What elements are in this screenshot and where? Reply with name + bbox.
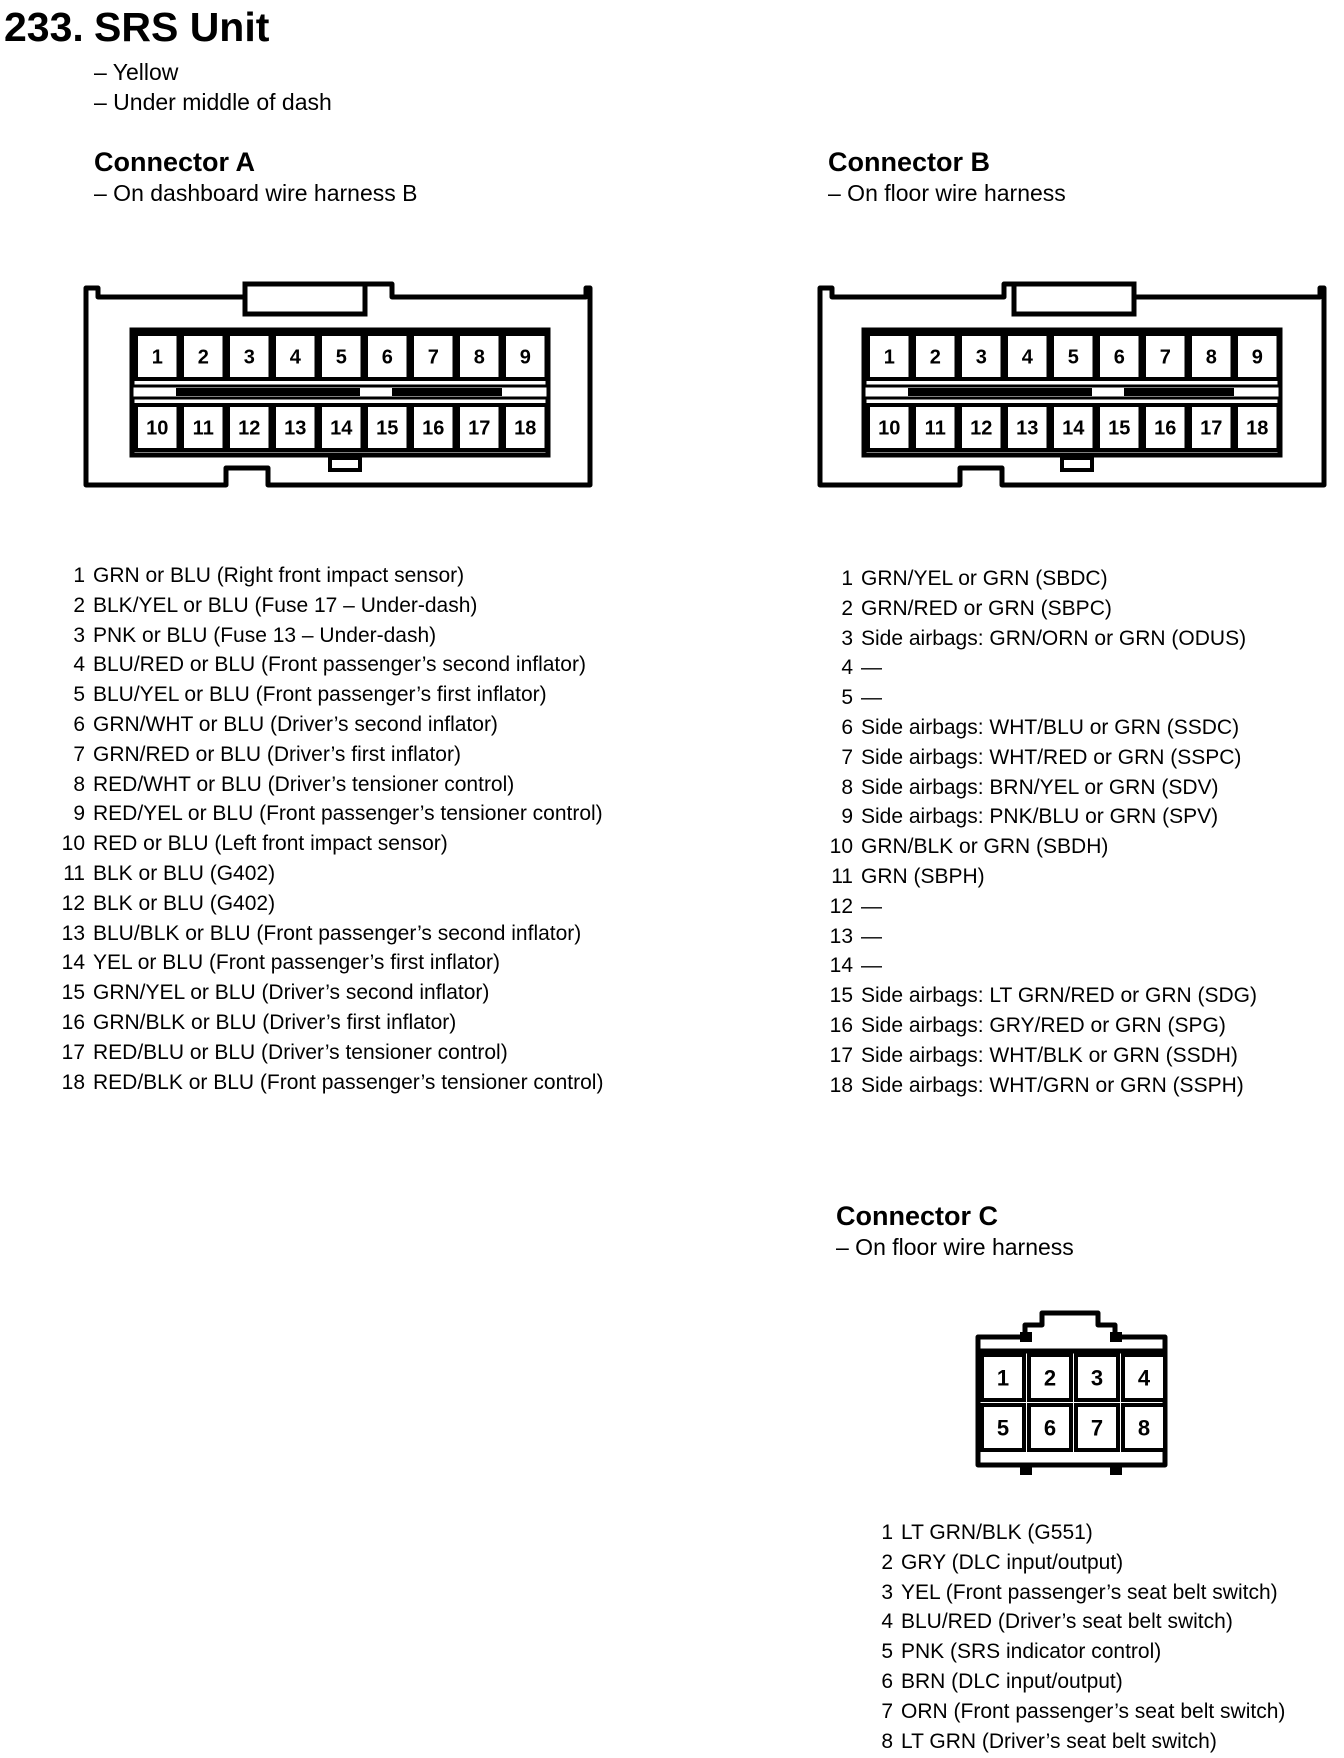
connector-c-location: – On floor wire harness bbox=[836, 1234, 1074, 1260]
pin-description: — bbox=[861, 656, 882, 680]
pin-number: 12 bbox=[829, 894, 853, 918]
section-number: 233. bbox=[4, 4, 84, 50]
pin-description: GRN/YEL or BLU (Driver’s second inflator) bbox=[93, 981, 490, 1005]
pin-number: 5 bbox=[881, 1640, 893, 1664]
pin-description: Side airbags: WHT/BLU or GRN (SSDC) bbox=[861, 715, 1240, 739]
connector-c-diagram bbox=[970, 1305, 1180, 1480]
connector-b-pin-row bbox=[823, 624, 1257, 654]
connector-a-pin-row bbox=[55, 919, 603, 949]
pin-description: BLU/BLK or BLU (Front passenger’s second inflator) bbox=[93, 921, 582, 945]
connector-c-pin-row bbox=[863, 1548, 1285, 1578]
unit-color: – Yellow bbox=[94, 59, 179, 85]
pin-number: 2 bbox=[841, 596, 853, 620]
pin-cavity-label: 15 bbox=[1108, 417, 1131, 440]
pin-number: 16 bbox=[61, 1010, 85, 1034]
pin-description: Side airbags: WHT/RED or GRN (SSPC) bbox=[861, 745, 1242, 769]
connector-b-pin-row bbox=[823, 832, 1257, 862]
connector-c-pin-row bbox=[863, 1637, 1285, 1667]
connector-a-pin-row bbox=[55, 859, 603, 889]
pin-number: 17 bbox=[61, 1040, 85, 1064]
connector-b-pin-row bbox=[823, 683, 1257, 713]
pin-description: GRN/WHT or BLU (Driver’s second inflator) bbox=[93, 712, 498, 736]
connector-a-pin-row bbox=[55, 829, 603, 859]
pin-description: LT GRN (Driver’s seat belt switch) bbox=[901, 1729, 1217, 1753]
pin-cavity-label: 18 bbox=[514, 417, 537, 440]
pin-number: 10 bbox=[829, 835, 853, 859]
connector-b-pin-row bbox=[823, 922, 1257, 952]
pin-cavity-label: 10 bbox=[878, 417, 901, 440]
connector-a-pin-row bbox=[55, 650, 603, 680]
pin-number: 6 bbox=[73, 712, 85, 736]
connector-b-pin-row bbox=[823, 594, 1257, 624]
connector-b-pin-row bbox=[823, 802, 1257, 832]
pin-cavity-label: 2 bbox=[1043, 1365, 1057, 1391]
pin-cavity-label: 17 bbox=[468, 417, 491, 440]
connector-a-title: Connector A bbox=[94, 147, 255, 177]
pin-cavity-label: 17 bbox=[1200, 417, 1223, 440]
pin-description: GRN or BLU (Right front impact sensor) bbox=[93, 564, 465, 587]
pin-description: RED/BLK or BLU (Front passenger’s tensioner control) bbox=[93, 1070, 604, 1094]
pin-number: 1 bbox=[881, 1521, 893, 1544]
pin-description: YEL (Front passenger’s seat belt switch) bbox=[901, 1580, 1278, 1604]
pin-cavity-label: 13 bbox=[1016, 417, 1039, 440]
pin-cavity-label: 16 bbox=[1154, 417, 1177, 440]
pin-description: GRN/BLK or BLU (Driver’s first inflator) bbox=[93, 1010, 457, 1034]
pin-description: Side airbags: PNK/BLU or GRN (SPV) bbox=[861, 805, 1219, 829]
pin-number: 15 bbox=[829, 984, 853, 1008]
pin-cavity-label: 10 bbox=[146, 417, 169, 440]
pin-cavity-label: 1 bbox=[151, 346, 163, 369]
connector-c-pin-row bbox=[863, 1578, 1285, 1608]
connector-c-pin-list bbox=[863, 1518, 1285, 1756]
pin-description: GRY (DLC input/output) bbox=[901, 1550, 1124, 1574]
pin-cavity-label: 9 bbox=[1251, 346, 1263, 369]
connector-b-pin-row bbox=[823, 773, 1257, 803]
connector-c-pin-row bbox=[863, 1697, 1285, 1727]
pin-number: 13 bbox=[61, 921, 85, 945]
pin-description: — bbox=[861, 686, 882, 710]
connector-b-pin-row bbox=[823, 743, 1257, 773]
pin-cavity-label: 4 bbox=[289, 346, 301, 369]
pin-number: 1 bbox=[841, 567, 853, 590]
pin-cavity-label: 14 bbox=[1062, 417, 1085, 440]
pin-cavity-label: 2 bbox=[929, 346, 941, 369]
connector-c-pin-row bbox=[863, 1607, 1285, 1637]
pin-number: 14 bbox=[61, 951, 85, 975]
pin-cavity-label: 4 bbox=[1021, 346, 1033, 369]
pin-number: 12 bbox=[61, 891, 85, 915]
pin-number: 3 bbox=[881, 1580, 893, 1604]
pin-description: GRN/BLK or GRN (SBDH) bbox=[861, 835, 1109, 859]
pin-cavity-label: 14 bbox=[330, 417, 353, 440]
pin-cavity-label: 18 bbox=[1246, 417, 1269, 440]
pin-number: 18 bbox=[829, 1073, 853, 1097]
connector-b-diagram bbox=[814, 280, 1334, 490]
pin-number: 17 bbox=[829, 1043, 853, 1067]
pin-number: 5 bbox=[841, 686, 853, 710]
unit-location: – Under middle of dash bbox=[94, 89, 332, 115]
pin-cavity-label: 5 bbox=[1067, 346, 1079, 369]
pin-description: LT GRN/BLK (G551) bbox=[901, 1521, 1093, 1544]
pin-description: RED/WHT or BLU (Driver’s tensioner control) bbox=[93, 772, 515, 796]
pin-cavity-label: 3 bbox=[975, 346, 987, 369]
pin-description: Side airbags: GRN/ORN or GRN (ODUS) bbox=[861, 626, 1247, 650]
pin-cavity-label: 13 bbox=[284, 417, 307, 440]
pin-description: ORN (Front passenger’s seat belt switch) bbox=[901, 1699, 1286, 1723]
connector-a-header bbox=[94, 146, 417, 208]
pin-number: 7 bbox=[73, 742, 85, 766]
pin-number: 13 bbox=[829, 924, 853, 948]
section-title: SRS Unit bbox=[94, 4, 270, 50]
connector-a-pin-row bbox=[55, 1068, 603, 1098]
connector-b-pin-row bbox=[823, 892, 1257, 922]
pin-number: 3 bbox=[73, 623, 85, 647]
pin-number: 6 bbox=[881, 1669, 893, 1693]
pin-cavity-label: 8 bbox=[473, 346, 485, 369]
pin-cavity-label: 3 bbox=[1090, 1365, 1104, 1391]
connector-a-pin-row bbox=[55, 1038, 603, 1068]
connector-c-pin-row bbox=[863, 1727, 1285, 1757]
pin-description: — bbox=[861, 924, 882, 948]
pin-description: — bbox=[861, 894, 882, 918]
pin-number: 11 bbox=[831, 864, 853, 888]
pin-number: 15 bbox=[61, 981, 85, 1005]
pin-description: YEL or BLU (Front passenger’s first inflator) bbox=[93, 951, 500, 975]
pin-number: 14 bbox=[829, 954, 853, 978]
pin-description: Side airbags: BRN/YEL or GRN (SDV) bbox=[861, 775, 1219, 799]
connector-a-pin-row bbox=[55, 770, 603, 800]
pin-description: BLU/RED or BLU (Front passenger’s second inflator) bbox=[93, 653, 586, 677]
connector-a-pin-row bbox=[55, 591, 603, 621]
connector-b-pin-row bbox=[823, 862, 1257, 892]
connector-a-pin-row bbox=[55, 680, 603, 710]
pin-cavity-label: 5 bbox=[335, 346, 347, 369]
pin-cavity-label: 6 bbox=[1043, 1415, 1057, 1441]
connector-b-pin-row bbox=[823, 653, 1257, 683]
connector-b-pin-list bbox=[823, 564, 1257, 1100]
connector-c-pin-row bbox=[863, 1667, 1285, 1697]
pin-number: 18 bbox=[61, 1070, 85, 1094]
page-title bbox=[4, 4, 269, 51]
connector-b-pin-row bbox=[823, 1071, 1257, 1101]
pin-number: 16 bbox=[829, 1013, 853, 1037]
pin-number: 9 bbox=[73, 802, 85, 826]
pin-cavity-label: 7 bbox=[427, 346, 439, 369]
pin-description: — bbox=[861, 954, 882, 978]
pin-cavity-label: 3 bbox=[243, 346, 255, 369]
pin-cavity-label: 5 bbox=[996, 1415, 1010, 1441]
connector-a-pin-row bbox=[55, 621, 603, 651]
pin-description: Side airbags: GRY/RED or GRN (SPG) bbox=[861, 1013, 1226, 1037]
pin-description: BLK or BLU (G402) bbox=[93, 861, 276, 885]
connector-a-pin-list bbox=[55, 561, 603, 1097]
pin-cavity-label: 6 bbox=[381, 346, 393, 369]
pin-number: 7 bbox=[881, 1699, 893, 1723]
pin-cavity-label: 2 bbox=[197, 346, 209, 369]
connector-a-diagram bbox=[80, 280, 600, 490]
pin-number: 7 bbox=[841, 745, 853, 769]
connector-a-pin-row bbox=[55, 710, 603, 740]
pin-description: BLU/YEL or BLU (Front passenger’s first inflator) bbox=[93, 683, 547, 707]
pin-number: 4 bbox=[73, 653, 85, 677]
pin-number: 4 bbox=[881, 1610, 893, 1634]
connector-b-pin-row bbox=[823, 951, 1257, 981]
pin-cavity-label: 1 bbox=[883, 346, 895, 369]
pin-description: GRN/RED or GRN (SBPC) bbox=[861, 596, 1112, 620]
unit-info bbox=[94, 57, 332, 117]
pin-description: RED/BLU or BLU (Driver’s tensioner control) bbox=[93, 1040, 508, 1064]
connector-b-header bbox=[828, 146, 1066, 208]
pin-number: 2 bbox=[881, 1550, 893, 1574]
connector-a-pin-row bbox=[55, 799, 603, 829]
pin-cavity-label: 12 bbox=[238, 417, 261, 440]
pin-description: BRN (DLC input/output) bbox=[901, 1669, 1123, 1693]
connector-a-pin-row bbox=[55, 889, 603, 919]
pin-number: 3 bbox=[841, 626, 853, 650]
pin-description: Side airbags: LT GRN/RED or GRN (SDG) bbox=[861, 984, 1257, 1008]
connector-c-pin-row bbox=[863, 1518, 1285, 1548]
pin-number: 11 bbox=[63, 861, 85, 885]
pin-description: GRN/YEL or GRN (SBDC) bbox=[861, 567, 1108, 590]
pin-description: GRN (SBPH) bbox=[861, 864, 985, 888]
pin-description: PNK or BLU (Fuse 13 – Under-dash) bbox=[93, 623, 437, 647]
pin-number: 4 bbox=[841, 656, 853, 680]
pin-cavity-label: 7 bbox=[1090, 1415, 1104, 1441]
pin-cavity-label: 12 bbox=[970, 417, 993, 440]
pin-number: 2 bbox=[73, 593, 85, 617]
pin-description: Side airbags: WHT/GRN or GRN (SSPH) bbox=[861, 1073, 1244, 1097]
connector-b-location: – On floor wire harness bbox=[828, 180, 1066, 206]
connector-b-pin-row bbox=[823, 713, 1257, 743]
pin-cavity-label: 15 bbox=[376, 417, 399, 440]
pin-cavity-label: 4 bbox=[1137, 1365, 1151, 1391]
pin-description: BLK or BLU (G402) bbox=[93, 891, 276, 915]
connector-a-pin-row bbox=[55, 561, 603, 591]
pin-cavity-label: 6 bbox=[1113, 346, 1125, 369]
pin-number: 10 bbox=[61, 832, 85, 856]
pin-description: BLK/YEL or BLU (Fuse 17 – Under-dash) bbox=[93, 593, 478, 617]
connector-b-pin-row bbox=[823, 1041, 1257, 1071]
pin-number: 8 bbox=[841, 775, 853, 799]
connector-a-pin-row bbox=[55, 978, 603, 1008]
pin-cavity-label: 16 bbox=[422, 417, 445, 440]
pin-cavity-label: 11 bbox=[924, 417, 946, 440]
pin-cavity-label: 11 bbox=[192, 417, 214, 440]
pin-description: RED/YEL or BLU (Front passenger’s tensioner control) bbox=[93, 802, 603, 826]
connector-a-location: – On dashboard wire harness B bbox=[94, 180, 418, 206]
pin-description: BLU/RED (Driver’s seat belt switch) bbox=[901, 1610, 1233, 1634]
connector-b-pin-row bbox=[823, 1011, 1257, 1041]
connector-a-pin-row bbox=[55, 740, 603, 770]
connector-c-header bbox=[836, 1200, 1074, 1262]
pin-cavity-label: 7 bbox=[1159, 346, 1171, 369]
connector-b-pin-row bbox=[823, 981, 1257, 1011]
pin-number: 9 bbox=[841, 805, 853, 829]
connector-a-pin-row bbox=[55, 948, 603, 978]
pin-cavity-label: 9 bbox=[519, 346, 531, 369]
pin-description: Side airbags: WHT/BLK or GRN (SSDH) bbox=[861, 1043, 1238, 1067]
pin-cavity-label: 8 bbox=[1205, 346, 1217, 369]
connector-b-pin-row bbox=[823, 564, 1257, 594]
pin-number: 1 bbox=[73, 564, 85, 587]
pin-number: 5 bbox=[73, 683, 85, 707]
pin-description: GRN/RED or BLU (Driver’s first inflator) bbox=[93, 742, 461, 766]
pin-description: RED or BLU (Left front impact sensor) bbox=[93, 832, 448, 856]
connector-b-title: Connector B bbox=[828, 147, 990, 177]
pin-number: 8 bbox=[881, 1729, 893, 1753]
pin-number: 6 bbox=[841, 715, 853, 739]
pin-description: PNK (SRS indicator control) bbox=[901, 1640, 1162, 1664]
pin-number: 8 bbox=[73, 772, 85, 796]
pin-cavity-label: 1 bbox=[996, 1365, 1010, 1391]
connector-a-pin-row bbox=[55, 1008, 603, 1038]
pin-cavity-label: 8 bbox=[1137, 1415, 1151, 1441]
connector-c-title: Connector C bbox=[836, 1201, 998, 1231]
